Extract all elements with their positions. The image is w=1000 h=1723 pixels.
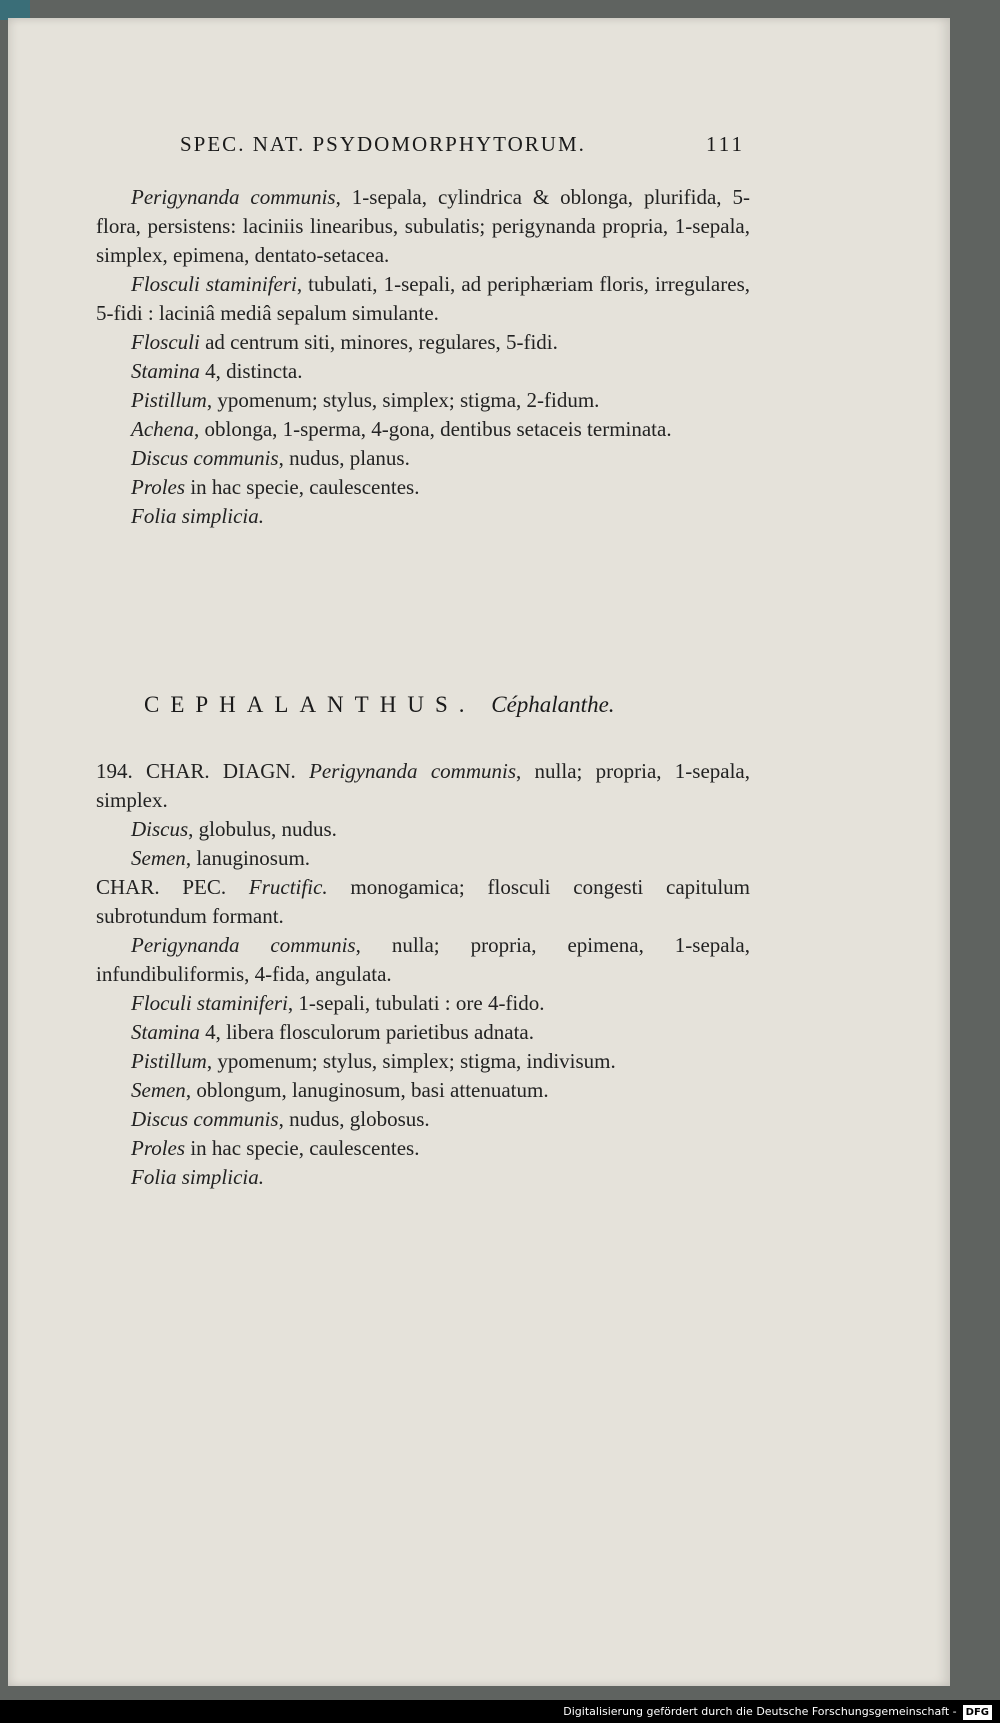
- paragraph-term: Semen: [131, 846, 186, 870]
- paragraph-text: , nulla; propria, 1-sepala, simplex.: [96, 759, 751, 812]
- paragraph-lead: 194. CHAR. DIAGN.: [96, 759, 310, 783]
- paragraph-term: Stamina: [131, 359, 200, 383]
- paragraph-text: , nudus, globosus.: [278, 1107, 430, 1131]
- paragraph-text: in hac specie, caulescentes.: [185, 475, 420, 499]
- running-header: [180, 132, 745, 157]
- paragraph: [96, 415, 750, 444]
- paragraph-text: , tubulati, 1-sepali, ad periphæriam floris, irregulares, 5-fidi : laciniâ mediâ sepalum simulante.: [96, 272, 750, 325]
- paragraph-term: Flosculi staminiferi: [131, 272, 297, 296]
- paragraph: [96, 931, 750, 989]
- footer-credit: Digitalisierung gefördert durch die Deutsche Forschungsgemeinschaft -: [563, 1705, 957, 1718]
- paragraph: [96, 1105, 750, 1134]
- paragraph-term: Pistillum: [131, 388, 207, 412]
- paragraph-text: , lanuginosum.: [185, 846, 311, 870]
- paragraph-term: Discus: [131, 817, 189, 841]
- paragraph: [96, 328, 750, 357]
- paragraph-text: , globulus, nudus.: [188, 817, 337, 841]
- paragraph-term: Folia simplicia.: [131, 504, 264, 528]
- paragraph-text: 4, distincta.: [199, 359, 303, 383]
- paragraph-text: , oblonga, 1-sperma, 4-gona, dentibus setaceis terminata.: [193, 417, 672, 441]
- paragraph-term: Achena: [131, 417, 194, 441]
- paragraph: [96, 444, 750, 473]
- description-block-2: [96, 757, 750, 1192]
- corner-tab: [0, 0, 30, 20]
- paragraph-text: monogamica; flosculi congesti capitulum subrotundum formant.: [96, 875, 750, 928]
- footer-bar: [0, 1700, 1000, 1723]
- paragraph: [96, 386, 750, 415]
- paragraph-term: Floculi staminiferi: [131, 991, 288, 1015]
- paragraph-term: Perigynanda communis: [131, 185, 336, 209]
- genus-name: CEPHALANTHUS.: [144, 692, 476, 717]
- paragraph: [96, 815, 750, 844]
- paragraph: [96, 502, 750, 531]
- paragraph-term: Flosculi: [131, 330, 200, 354]
- paragraph: [96, 844, 750, 873]
- paragraph-text: , nulla; propria, epimena, 1-sepala, infundibuliformis, 4-fida, angulata.: [96, 933, 751, 986]
- paragraph-term: Proles: [131, 1136, 186, 1160]
- paragraph-term: Stamina: [131, 1020, 200, 1044]
- running-title: SPEC. NAT. PSYDOMORPHYTORUM.: [180, 132, 586, 156]
- genus-french-name: Céphalanthe.: [491, 692, 615, 717]
- paragraph-term: Perigynanda communis: [309, 759, 516, 783]
- paragraph: [96, 1076, 750, 1105]
- paragraph-term: Semen: [131, 1078, 186, 1102]
- paragraph: [96, 873, 750, 931]
- paragraph-term: Folia simplicia.: [131, 1165, 264, 1189]
- paragraph-text: , ypomenum; stylus, simplex; stigma, 2-fidum.: [206, 388, 600, 412]
- genus-heading: [144, 692, 724, 718]
- paragraph-text: ad centrum siti, minores, regulares, 5-fidi.: [199, 330, 558, 354]
- paragraph: [96, 989, 750, 1018]
- paragraph-text: , nudus, planus.: [278, 446, 410, 470]
- description-block-1: [96, 183, 750, 531]
- paragraph: [96, 1134, 750, 1163]
- paragraph-term: Discus communis: [131, 1107, 279, 1131]
- page-number: 111: [706, 132, 745, 156]
- paragraph-term: Pistillum: [131, 1049, 207, 1073]
- paragraph-term: Perigynanda communis: [131, 933, 356, 957]
- paragraph-term: Proles: [131, 475, 186, 499]
- paragraph: [96, 270, 750, 328]
- paragraph-term: Fructific.: [248, 875, 328, 899]
- dfg-logo: DFG: [963, 1705, 992, 1720]
- paragraph-text: in hac specie, caulescentes.: [185, 1136, 420, 1160]
- paragraph-text: , 1-sepala, cylindrica & oblonga, plurifida, 5-flora, persistens: laciniis linearibus, subulatis; perigynanda propria, 1-sepala, simplex, epimena, dentato-setacea.: [96, 185, 751, 267]
- paragraph-term: Discus communis: [131, 446, 279, 470]
- paragraph: [96, 1018, 750, 1047]
- paragraph-text: , ypomenum; stylus, simplex; stigma, indivisum.: [206, 1049, 616, 1073]
- paragraph-lead: CHAR. PEC.: [96, 875, 249, 899]
- paragraph-text: 4, libera flosculorum parietibus adnata.: [199, 1020, 534, 1044]
- paragraph: [96, 1163, 750, 1192]
- paragraph: [96, 1047, 750, 1076]
- paragraph-text: , oblongum, lanuginosum, basi attenuatum.: [185, 1078, 549, 1102]
- paragraph: [96, 183, 750, 270]
- paragraph: [96, 473, 750, 502]
- paragraph: [96, 357, 750, 386]
- paragraph-text: , 1-sepali, tubulati : ore 4-fido.: [287, 991, 545, 1015]
- paragraph: [96, 757, 750, 815]
